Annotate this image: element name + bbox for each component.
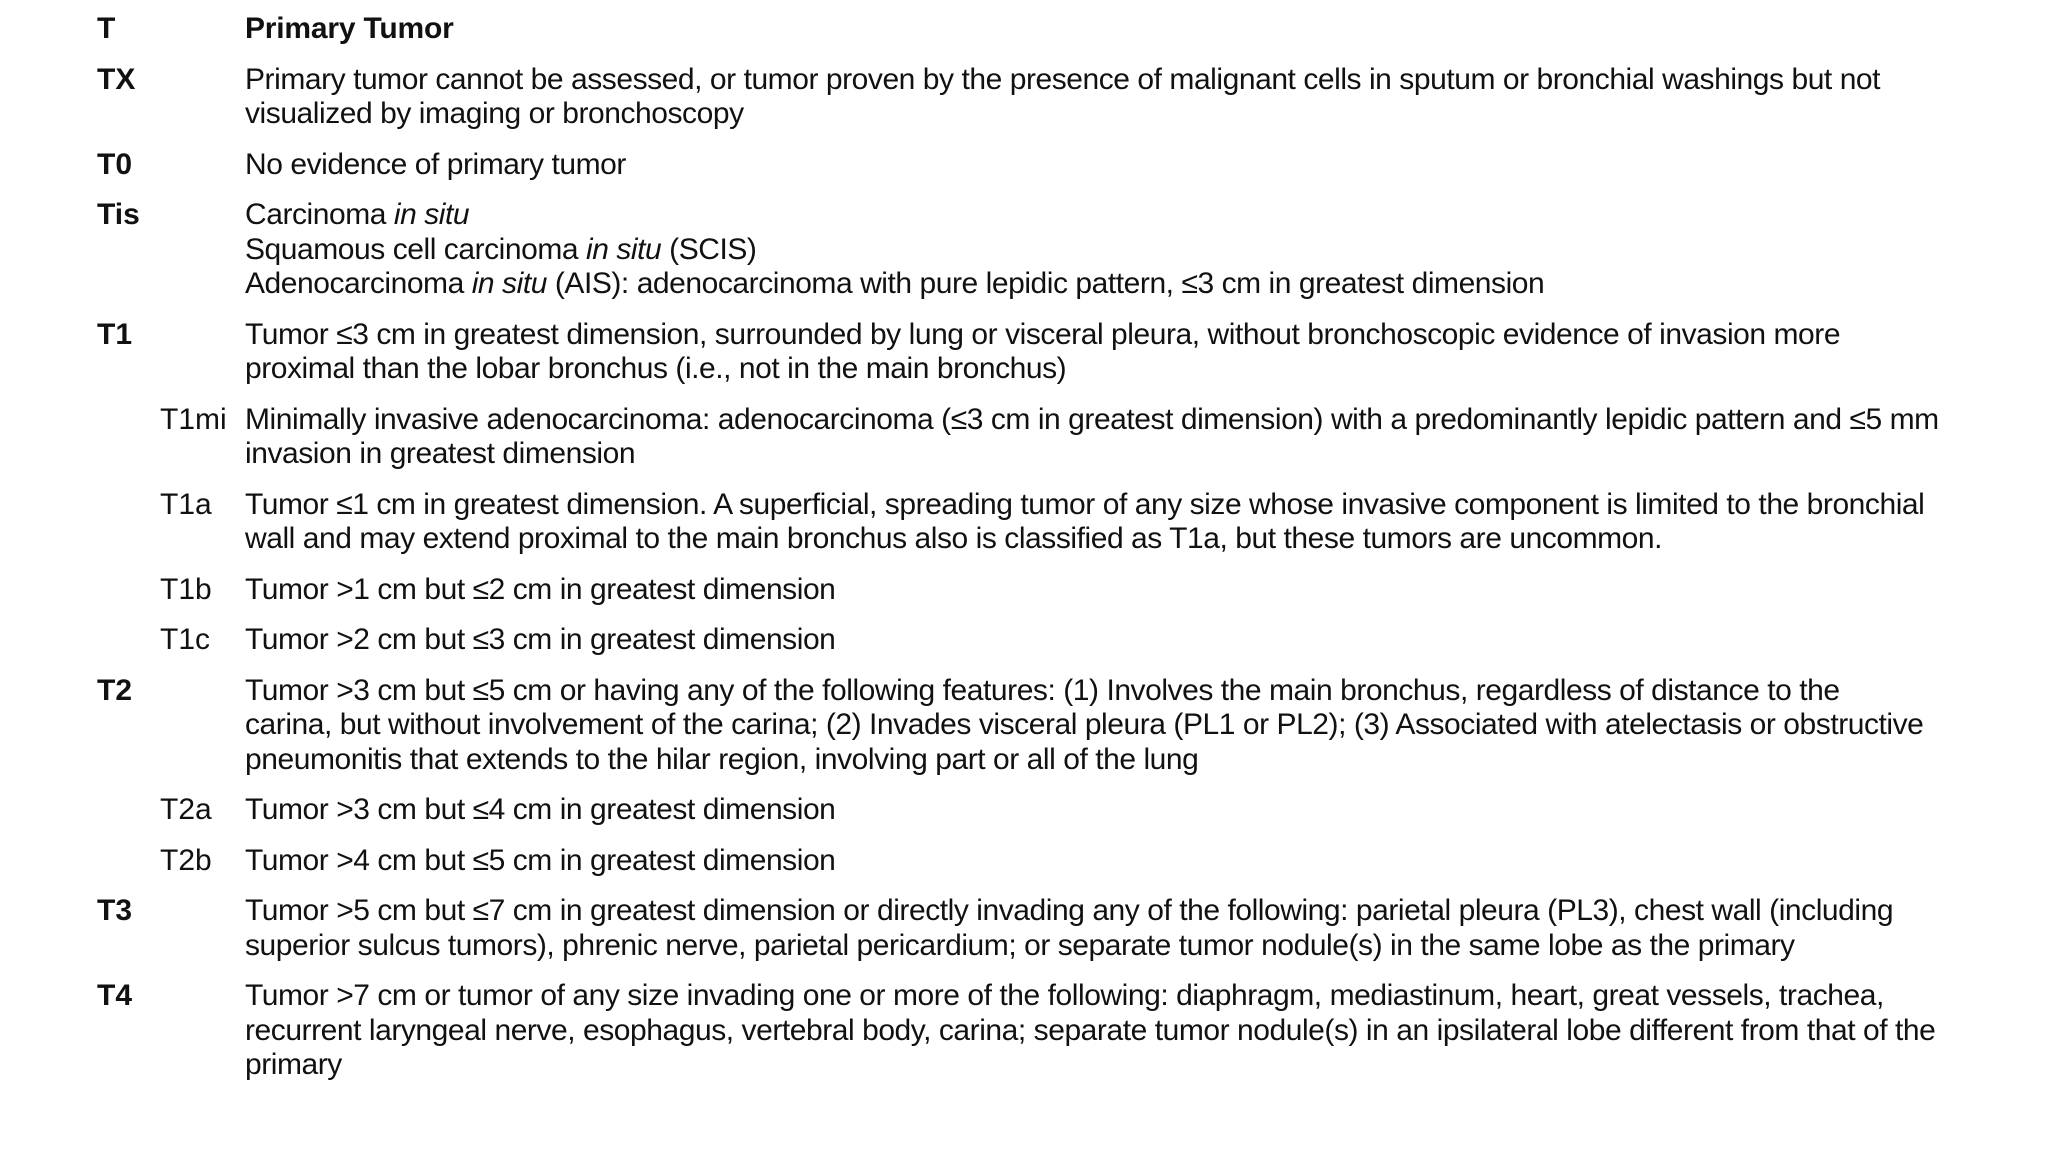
- stage-code: T0: [97, 147, 133, 181]
- header-label-cell: [245, 12, 1925, 47]
- text-run: primary: [245, 1048, 342, 1081]
- text-run: recurrent laryngeal nerve, esophagus, vertebral body, carina; separate tumor nodule(s) in an ipsilateral lobe different from that of the: [245, 1013, 1936, 1047]
- stage-description: [245, 793, 1925, 828]
- text-run: superior sulcus tumors), phrenic nerve, parietal pericardium; or separate tumor nodule(s) in the same lobe as the primary: [245, 928, 1795, 962]
- table-row-t3: [0, 894, 2048, 963]
- description-line: [245, 929, 1925, 964]
- italic-text-run: in situ: [393, 198, 470, 231]
- header-code: T: [97, 12, 116, 45]
- text-run: carina, but without involvement of the carina; (2) Invades visceral pleura (PL1 or PL2); (3) Associated with atelectasis or obstructive: [245, 708, 1924, 741]
- text-run: invasion in greatest dimension: [245, 437, 636, 470]
- stage-code: T1mi: [160, 402, 227, 436]
- description-line: [245, 63, 1925, 98]
- description-line: [245, 402, 1939, 438]
- stage-description: [245, 318, 1925, 387]
- text-run: Tumor ≤1 cm in greatest dimension. A superficial, spreading tumor of any size whose invasive component is limited to the bronchial: [245, 487, 1925, 521]
- description-line: [245, 623, 1925, 658]
- stage-code: T4: [97, 979, 133, 1012]
- description-line: [245, 1048, 1925, 1083]
- table-row-tx: [0, 63, 2048, 132]
- text-run: Tumor >1 cm but ≤2 cm in greatest dimension: [245, 572, 836, 606]
- italic-text-run: in situ: [586, 232, 662, 266]
- stage-description: [245, 573, 1925, 608]
- stage-code: T1c: [160, 623, 211, 656]
- table-row-t1mi: [0, 403, 2048, 472]
- text-run: Squamous cell carcinoma: [245, 232, 587, 266]
- italic-text-run: in situ: [471, 267, 547, 300]
- stage-code: T2a: [160, 793, 212, 826]
- text-run: visualized by imaging or bronchoscopy: [245, 97, 744, 130]
- description-line: [245, 573, 1925, 608]
- description-line: [245, 844, 1925, 879]
- description-line: [245, 198, 1925, 233]
- description-line: [245, 488, 1925, 523]
- stage-code: Tis: [97, 198, 140, 231]
- stage-code: T1: [97, 317, 133, 351]
- text-run: pneumonitis that extends to the hilar region, involving part or all of the lung: [245, 742, 1199, 776]
- stage-description: [245, 148, 1925, 183]
- stage-description: [245, 488, 1925, 557]
- description-line: [245, 233, 1925, 268]
- table-row-t0: [0, 148, 2048, 183]
- description-line: [245, 674, 1925, 709]
- description-line: [245, 894, 1925, 929]
- text-run: Carcinoma: [245, 198, 394, 231]
- description-line: [245, 437, 1925, 472]
- text-run: Tumor >7 cm or tumor of any size invading one or more of the following: diaphragm, mediastinum, heart, great vessels, trachea,: [245, 979, 1884, 1012]
- table-row-t2b: [0, 844, 2048, 879]
- description-line: [245, 97, 1925, 132]
- stage-description: [245, 979, 1936, 1083]
- text-run: (SCIS): [661, 232, 757, 266]
- table-header-row: [0, 12, 2048, 47]
- table-row-t1a: [0, 488, 2048, 557]
- text-run: (AIS): adenocarcinoma with pure lepidic pattern, ≤3 cm in greatest dimension: [546, 267, 1545, 300]
- text-run: Adenocarcinoma: [245, 267, 472, 300]
- text-run: proximal than the lobar bronchus (i.e., not in the main bronchus): [245, 352, 1067, 385]
- stage-description: [245, 402, 1939, 472]
- description-line: [245, 318, 1925, 353]
- stage-code: T1a: [160, 487, 212, 521]
- table-row-t2: [0, 674, 2048, 778]
- stage-description: [245, 198, 1925, 302]
- stage-code: T2b: [160, 843, 212, 877]
- stage-code: T2: [97, 673, 133, 707]
- table-row-tis: [0, 198, 2048, 302]
- description-line: [245, 148, 1925, 183]
- description-line: [245, 793, 1925, 828]
- text-run: Tumor >3 cm but ≤4 cm in greatest dimension: [245, 793, 836, 826]
- description-line: [245, 267, 1925, 302]
- table-row-t4: [0, 979, 2048, 1083]
- description-line: [245, 1013, 1936, 1049]
- description-line: [245, 352, 1925, 387]
- description-line: [245, 979, 1925, 1014]
- stage-description: [245, 674, 1925, 778]
- text-run: Tumor >3 cm but ≤5 cm or having any of the following features: (1) Involves the main bronchus, regardless of distance to the: [245, 673, 1840, 707]
- stage-code: TX: [97, 62, 136, 96]
- description-line: [245, 522, 1925, 557]
- table-row-t2a: [0, 793, 2048, 828]
- stage-description: [245, 844, 1925, 879]
- table-row-t1: [0, 318, 2048, 387]
- text-run: Primary tumor cannot be assessed, or tumor proven by the presence of malignant cells in sputum or bronchial washings but not: [245, 62, 1881, 96]
- text-run: Minimally invasive adenocarcinoma: adenocarcinoma (≤3 cm in greatest dimension) with a predominantly lepidic pattern and ≤5 mm: [245, 402, 1939, 436]
- stage-description: [245, 623, 1925, 658]
- stage-description: [245, 894, 1925, 963]
- table-row-t1b: [0, 573, 2048, 608]
- text-run: Tumor >5 cm but ≤7 cm in greatest dimension or directly invading any of the following: parietal pleura (PL3), chest wall (including: [245, 894, 1894, 927]
- stage-code: T3: [97, 894, 133, 927]
- text-run: Tumor >2 cm but ≤3 cm in greatest dimension: [245, 623, 836, 656]
- text-run: No evidence of primary tumor: [245, 147, 626, 181]
- table-body: [0, 63, 2048, 1083]
- text-run: Tumor ≤3 cm in greatest dimension, surrounded by lung or visceral pleura, without bronchoscopic evidence of invasion more: [245, 317, 1841, 351]
- table-row-t1c: [0, 623, 2048, 658]
- text-run: wall and may extend proximal to the main bronchus also is classified as T1a, but these tumors are uncommon.: [245, 522, 1663, 555]
- description-line: [245, 708, 1925, 743]
- stage-description: [245, 63, 1925, 132]
- description-line: [245, 743, 1925, 778]
- text-run: Tumor >4 cm but ≤5 cm in greatest dimension: [245, 843, 836, 877]
- header-label: Primary Tumor: [245, 12, 454, 45]
- stage-code: T1b: [160, 572, 212, 606]
